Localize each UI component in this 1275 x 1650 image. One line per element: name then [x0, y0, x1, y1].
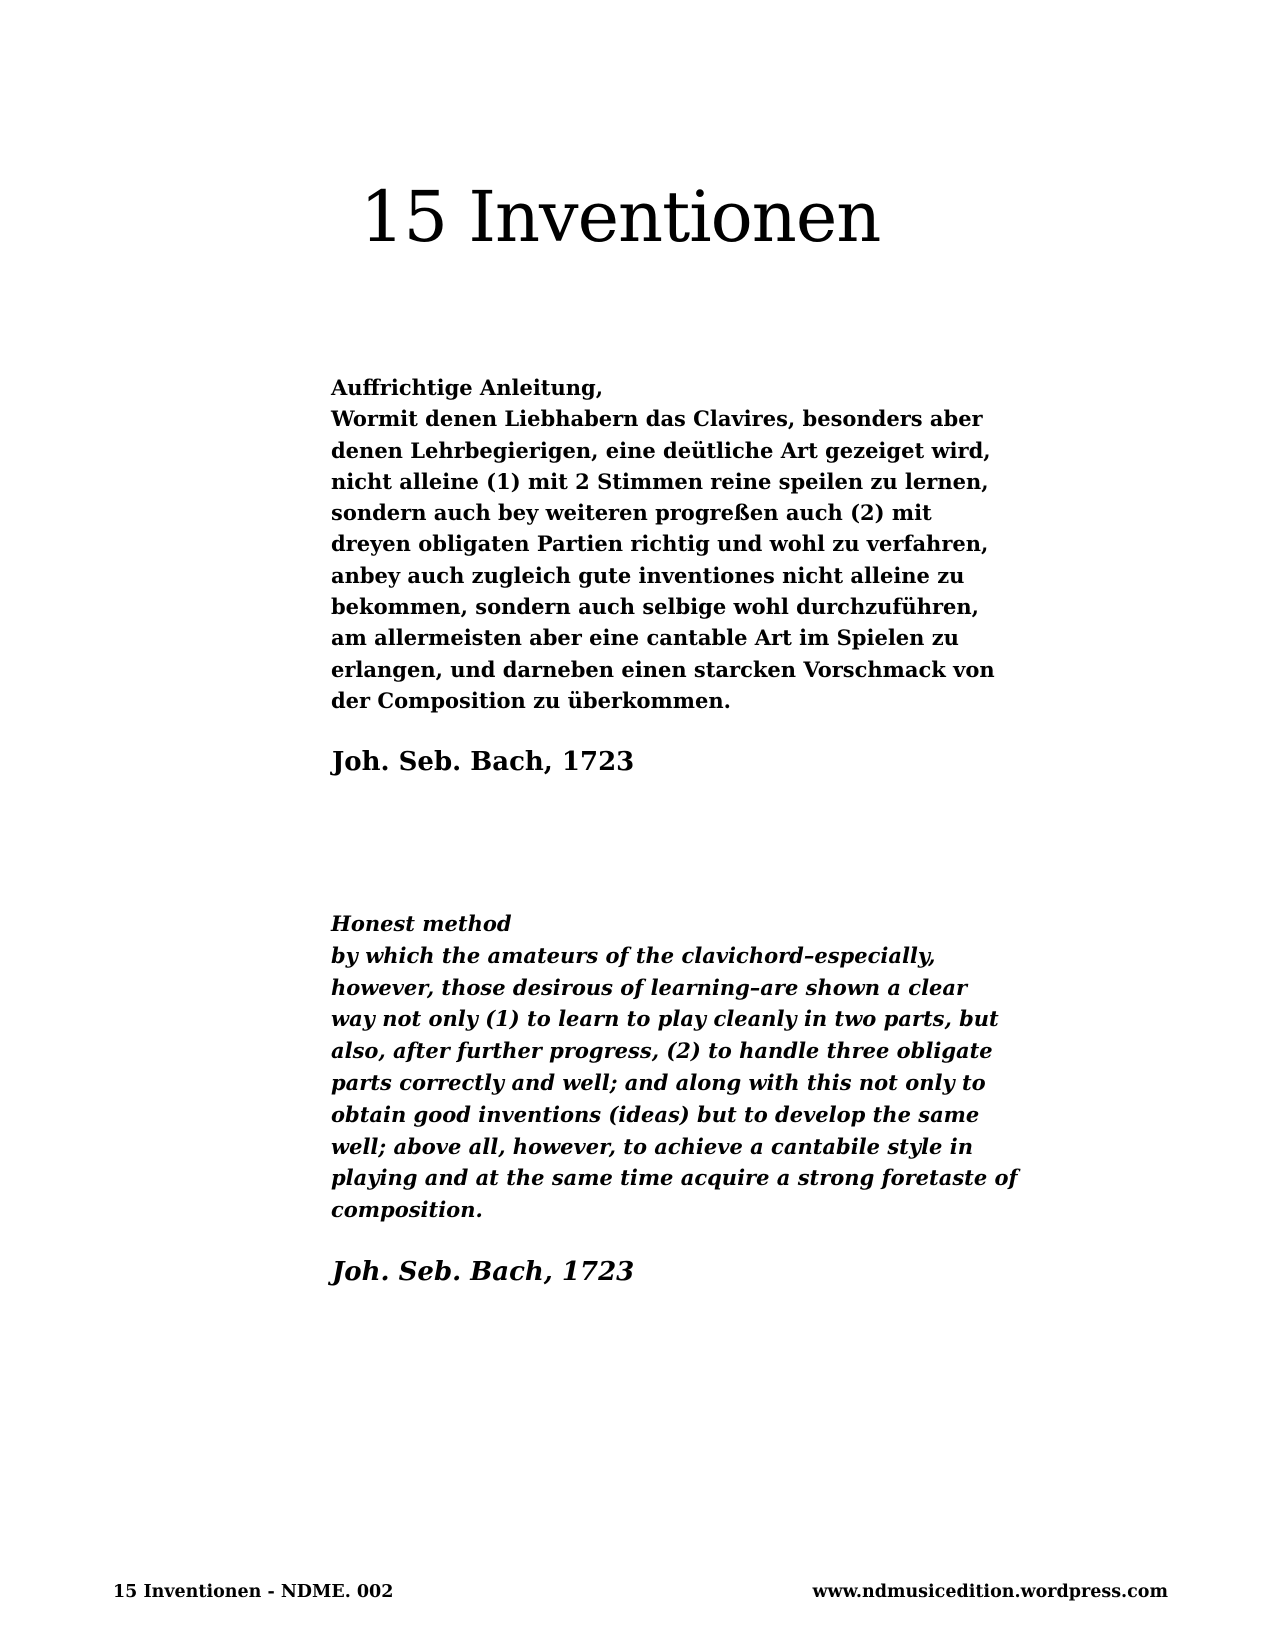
text-line: parts correctly and well; and along with this not only to — [331, 1069, 986, 1095]
text-line: erlangen, und darneben einen starcken Vorschmack von — [331, 656, 995, 682]
text-line: also, after further progress, (2) to handle three obligate — [331, 1038, 993, 1064]
text-line: composition. — [331, 1197, 483, 1223]
text-line: playing and at the same time acquire a strong foretaste of — [331, 1165, 1018, 1191]
text-line: obtain good inventions (ideas) but to develop the same — [331, 1101, 980, 1127]
text-line: der Composition zu überkommen. — [331, 687, 731, 713]
text-line: Wormit denen Liebhabern das Clavires, besonders aber — [331, 406, 983, 432]
text-line: well; above all, however, to achieve a cantabile style in — [331, 1133, 973, 1159]
german-signature: Joh. Seb. Bach, 1723 — [332, 747, 635, 777]
german-preface — [331, 372, 995, 716]
page-title: 15 Inventionen — [360, 176, 881, 258]
footer-website-url: www.ndmusicedition.wordpress.com — [812, 1582, 1168, 1602]
text-line: denen Lehrbegierigen, eine deütliche Art gezeiget wird, — [331, 437, 991, 463]
text-line: Auffrichtige Anleitung, — [331, 375, 604, 400]
text-line: bekommen, sondern auch selbige wohl durchzuführen, — [331, 594, 979, 620]
text-line: nicht alleine (1) mit 2 Stimmen reine speilen zu lernen, — [331, 468, 989, 494]
text-line: by which the amateurs of the clavichord–especially, — [331, 942, 936, 968]
german-preface-text — [331, 372, 995, 716]
page-footer — [113, 1582, 1168, 1603]
english-translation — [331, 908, 1018, 1226]
text-line: dreyen obligaten Partien richtig und wohl zu verfahren, — [331, 531, 989, 557]
footer-edition-label: 15 Inventionen - NDME. 002 — [113, 1582, 394, 1602]
text-line: am allermeisten aber eine cantable Art im Spielen zu — [331, 625, 959, 651]
text-line: way not only (1) to learn to play cleanly in two parts, but — [331, 1006, 999, 1032]
text-line: however, those desirous of learning–are shown a clear — [331, 974, 968, 1000]
english-translation-text — [331, 908, 1018, 1226]
text-line: anbey auch zugleich gute inventiones nicht alleine zu — [331, 562, 965, 588]
text-line: Honest method — [331, 911, 512, 936]
text-line: sondern auch bey weiteren progreßen auch (2) mit — [331, 500, 932, 526]
english-signature: Joh. Seb. Bach, 1723 — [332, 1257, 635, 1287]
